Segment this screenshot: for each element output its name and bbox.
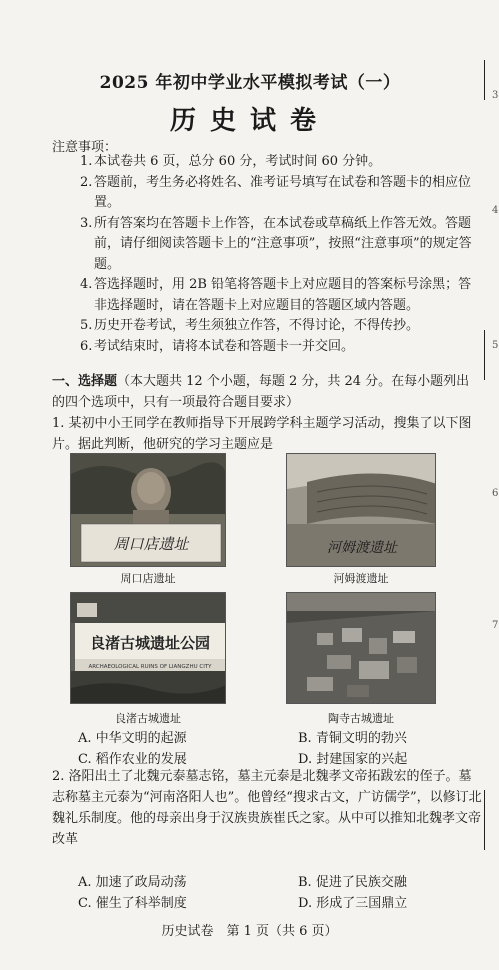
subject-title: 历史试卷 [169, 106, 330, 136]
option-d [298, 893, 499, 914]
photo-taosi [286, 592, 436, 704]
option-b [298, 872, 499, 893]
notice-item-text: 答题前，考生务必将姓名、准考证号填写在试卷和答题卡的相应位置。 [94, 174, 472, 210]
edge-mark: 7 [492, 620, 499, 631]
edge-mark: 4 [492, 205, 499, 216]
photo-caption: 河姆渡遗址 [333, 572, 389, 585]
exam-title: 2025 年初中学业水平模拟考试（一） [99, 73, 401, 93]
notice-item-number: 3. [80, 215, 93, 231]
question-2-options [78, 872, 478, 914]
photo-liangzhu [70, 592, 226, 704]
question-1-options [78, 728, 478, 770]
option-b [298, 728, 499, 749]
edge-mark: 5 [492, 340, 499, 351]
photo-hemudu [286, 453, 436, 567]
option-text: 稻作农业的发展 [95, 752, 187, 767]
notice-item-text: 所有答案均在答题卡上作答，在本试卷或草稿纸上作答无效。答题前，请仔细阅读答题卡上的“注意事项”，按照“注意事项”的规定答题。 [94, 215, 472, 272]
notice-item [80, 173, 480, 214]
notice-item [80, 214, 480, 276]
option-key: C. [78, 896, 92, 911]
option-c [78, 893, 298, 914]
edge-rule [484, 60, 485, 100]
notice-item-number: 6. [80, 338, 93, 354]
photo-zhoukoudian-sign: 周口店遗址 [113, 535, 189, 553]
edge-rule [484, 790, 485, 850]
option-key: C. [78, 752, 92, 767]
option-text: 封建国家的兴起 [316, 752, 408, 767]
edge-rule [484, 330, 485, 380]
photo-liangzhu-sign-en: ARCHAEOLOGICAL RUINS OF LIANGZHU CITY [88, 664, 212, 670]
edge-mark: 3 [492, 90, 499, 101]
question-number: 1. [52, 416, 65, 431]
photo-hemudu-sign: 河姆渡遗址 [327, 540, 397, 556]
sign-emblem-icon [77, 603, 97, 617]
option-a [78, 728, 298, 749]
photo-zhoukoudian-image [71, 454, 226, 567]
notice-item [80, 337, 480, 358]
question-number: 2. [52, 769, 65, 784]
question-1 [52, 413, 482, 455]
notice-item [80, 152, 480, 173]
photo-hemudu-image [287, 454, 436, 567]
option-a [78, 872, 298, 893]
option-text: 加速了政局动荡 [95, 875, 187, 890]
photo-taosi-image [287, 593, 436, 704]
option-text: 催生了科举制度 [95, 896, 187, 911]
option-text: 形成了三国鼎立 [316, 896, 408, 911]
edge-mark: 6 [492, 488, 499, 499]
option-key: D. [298, 896, 313, 911]
option-key: B. [298, 875, 312, 890]
section-heading [52, 371, 482, 413]
notice-list [80, 152, 480, 357]
photo-caption: 陶寺古城遗址 [328, 712, 394, 725]
option-text: 促进了民族交融 [315, 875, 407, 890]
notice-item-number: 4. [80, 277, 93, 292]
photo-zhoukoudian [70, 453, 226, 567]
option-key: A. [78, 731, 92, 746]
question-stem: 洛阳出土了北魏元泰墓志铭，墓主元泰是北魏孝文帝拓跋宏的侄子。墓志称墓主元泰为“河南洛阳人也”。他曾经“搜求古文，广访儒学”，以修订北魏礼乐制度。他的母亲出身于汉族贵族崔氏之家。从中可以推知北魏孝文帝改革 [52, 769, 482, 847]
option-text: 青铜文明的勃兴 [315, 731, 407, 746]
option-key: A. [78, 875, 92, 890]
notice-item-number: 1. [80, 154, 93, 169]
option-key: D. [298, 752, 313, 767]
photo-caption: 周口店遗址 [120, 572, 176, 585]
notice-item [80, 316, 480, 337]
option-text: 中华文明的起源 [95, 731, 187, 746]
question-stem: 某初中小王同学在教师指导下开展跨学科主题学习活动，搜集了以下图片。据此判断，他研究的学习主题应是 [52, 416, 472, 452]
photo-liangzhu-image [71, 593, 226, 704]
notice-item-number: 5. [80, 318, 93, 333]
option-key: B. [298, 731, 312, 746]
section-description: （本大题共 12 个小题，每题 2 分，共 24 分。在每小题列出的四个选项中，只有一项最符合题目要求） [52, 374, 470, 410]
notice-item-text: 本试卷共 6 页，总分 60 分，考试时间 60 分钟。 [94, 154, 382, 169]
notice-item [80, 275, 480, 316]
question-2 [52, 766, 482, 850]
notice-item-text: 历史开卷考试，考生须独立作答，不得讨论，不得传抄。 [94, 318, 420, 333]
photo-liangzhu-sign: 良渚古城遗址公园 [89, 634, 211, 652]
page-footer: 历史试卷 第 1 页（共 6 页） [161, 924, 338, 939]
notice-item-number: 2. [80, 174, 93, 190]
section-label: 一、选择题 [52, 374, 118, 389]
notice-item-text: 答选择题时，用 2B 铅笔将答题卡上对应题目的答案标号涂黑；答非选择题时，请在答题卡上对应题目的答题区域内答题。 [94, 277, 472, 313]
notice-heading: 注意事项： [52, 140, 118, 155]
notice-item-text: 考试结束时，请将本试卷和答题卡一并交回。 [94, 338, 355, 354]
photo-caption: 良渚古城遗址 [115, 712, 181, 725]
